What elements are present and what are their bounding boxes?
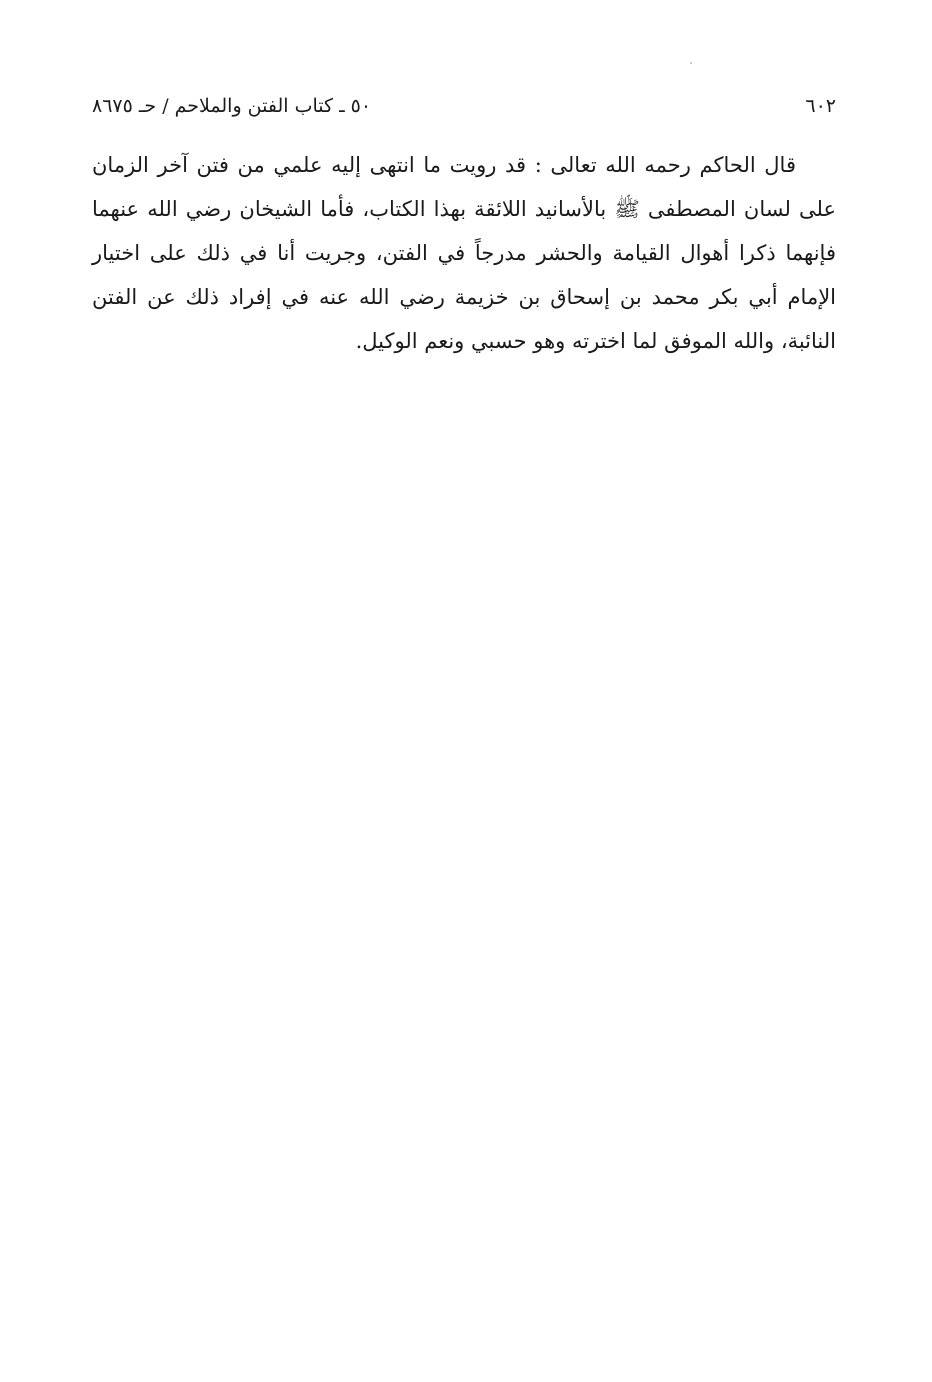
body-text xyxy=(92,143,836,363)
running-title: ٥٠ ـ كتاب الفتن والملاحم / حـ ٨٦٧٥ xyxy=(92,95,372,117)
header-leader-dots xyxy=(383,80,793,112)
page-header xyxy=(92,80,836,117)
body-paragraph: قال الحاكم رحمه الله تعالى : قد رويت ما انتهى إليه علمي من فتن آخر الزمان على لسان المصطفى ﷺ بالأسانيد اللائقة بهذا الكتاب، فأما الشيخان رضي الله عنهما فإنهما ذكرا أهوال القيامة والحشر مدرجاً في الفتن، وجريت أنا في ذلك على اختيار الإمام أبي بكر محمد بن إسحاق بن خزيمة رضي الله عنه في إفراد ذلك عن الفتن النائبة، والله الموفق لما اخترته وهو حسبي ونعم الوكيل. xyxy=(92,153,837,353)
paper-speck xyxy=(690,62,692,64)
page-number: ٦٠٢ xyxy=(805,95,836,117)
